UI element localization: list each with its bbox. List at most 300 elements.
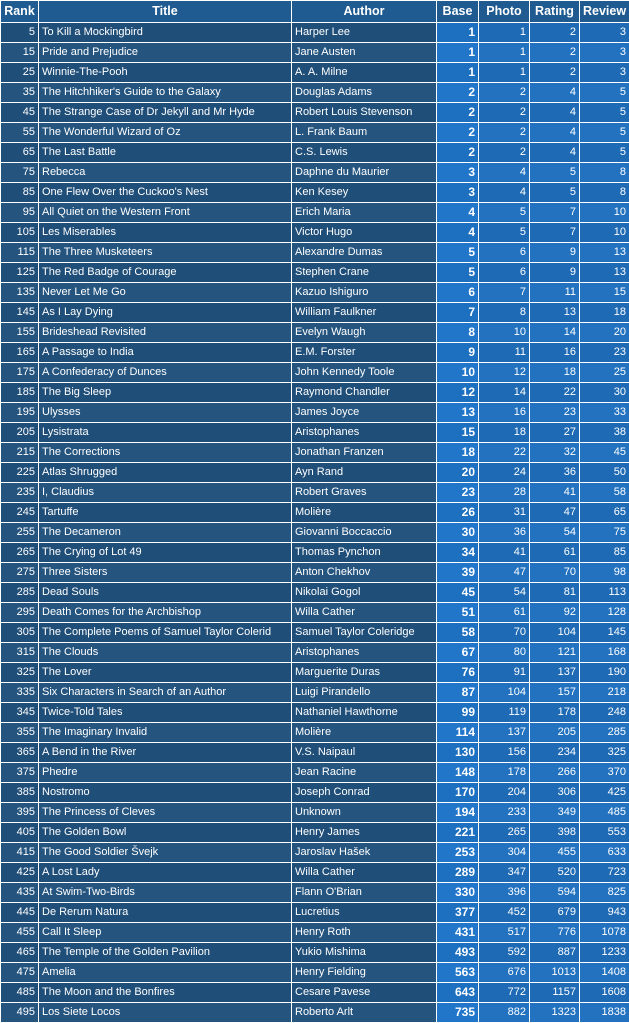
review-cell[interactable]: 10 <box>580 223 629 243</box>
review-cell[interactable]: 190 <box>580 663 629 683</box>
photo-cell[interactable]: 4 <box>479 183 530 203</box>
photo-cell[interactable]: 16 <box>479 403 530 423</box>
title-cell[interactable]: I, Claudius <box>39 483 292 503</box>
rank-cell[interactable]: 235 <box>1 483 39 503</box>
title-cell[interactable]: De Rerum Natura <box>39 903 292 923</box>
rank-cell[interactable]: 425 <box>1 863 39 883</box>
author-cell[interactable]: Molière <box>292 723 437 743</box>
author-cell[interactable]: Lucretius <box>292 903 437 923</box>
author-cell[interactable]: Flann O'Brian <box>292 883 437 903</box>
title-cell[interactable]: The Clouds <box>39 643 292 663</box>
review-cell[interactable]: 633 <box>580 843 629 863</box>
review-cell[interactable]: 15 <box>580 283 629 303</box>
base-cell[interactable]: 26 <box>437 503 479 523</box>
rating-cell[interactable]: 4 <box>530 83 580 103</box>
title-cell[interactable]: The Moon and the Bonfires <box>39 983 292 1003</box>
review-cell[interactable]: 145 <box>580 623 629 643</box>
author-cell[interactable]: Henry Roth <box>292 923 437 943</box>
base-cell[interactable]: 148 <box>437 763 479 783</box>
base-cell[interactable]: 2 <box>437 103 479 123</box>
header-author[interactable]: Author <box>292 1 437 23</box>
title-cell[interactable]: Death Comes for the Archbishop <box>39 603 292 623</box>
review-cell[interactable]: 8 <box>580 163 629 183</box>
rank-cell[interactable]: 165 <box>1 343 39 363</box>
rating-cell[interactable]: 5 <box>530 163 580 183</box>
title-cell[interactable]: Nostromo <box>39 783 292 803</box>
review-cell[interactable]: 553 <box>580 823 629 843</box>
base-cell[interactable]: 2 <box>437 143 479 163</box>
rank-cell[interactable]: 275 <box>1 563 39 583</box>
photo-cell[interactable]: 137 <box>479 723 530 743</box>
photo-cell[interactable]: 347 <box>479 863 530 883</box>
rank-cell[interactable]: 115 <box>1 243 39 263</box>
photo-cell[interactable]: 47 <box>479 563 530 583</box>
title-cell[interactable]: As I Lay Dying <box>39 303 292 323</box>
rating-cell[interactable]: 2 <box>530 23 580 43</box>
title-cell[interactable]: The Three Musketeers <box>39 243 292 263</box>
author-cell[interactable]: Ayn Rand <box>292 463 437 483</box>
base-cell[interactable]: 563 <box>437 963 479 983</box>
author-cell[interactable]: Victor Hugo <box>292 223 437 243</box>
author-cell[interactable]: Anton Chekhov <box>292 563 437 583</box>
author-cell[interactable]: Jaroslav Hašek <box>292 843 437 863</box>
base-cell[interactable]: 735 <box>437 1003 479 1023</box>
review-cell[interactable]: 5 <box>580 143 629 163</box>
header-base[interactable]: Base <box>437 1 479 23</box>
rating-cell[interactable]: 54 <box>530 523 580 543</box>
rating-cell[interactable]: 2 <box>530 43 580 63</box>
rank-cell[interactable]: 245 <box>1 503 39 523</box>
author-cell[interactable]: Harper Lee <box>292 23 437 43</box>
rating-cell[interactable]: 1013 <box>530 963 580 983</box>
rating-cell[interactable]: 7 <box>530 223 580 243</box>
photo-cell[interactable]: 91 <box>479 663 530 683</box>
rank-cell[interactable]: 155 <box>1 323 39 343</box>
rating-cell[interactable]: 455 <box>530 843 580 863</box>
title-cell[interactable]: The Big Sleep <box>39 383 292 403</box>
base-cell[interactable]: 67 <box>437 643 479 663</box>
photo-cell[interactable]: 592 <box>479 943 530 963</box>
author-cell[interactable]: C.S. Lewis <box>292 143 437 163</box>
base-cell[interactable]: 377 <box>437 903 479 923</box>
author-cell[interactable]: Ken Kesey <box>292 183 437 203</box>
base-cell[interactable]: 39 <box>437 563 479 583</box>
author-cell[interactable]: Henry Fielding <box>292 963 437 983</box>
rating-cell[interactable]: 23 <box>530 403 580 423</box>
rank-cell[interactable]: 105 <box>1 223 39 243</box>
rank-cell[interactable]: 265 <box>1 543 39 563</box>
base-cell[interactable]: 114 <box>437 723 479 743</box>
base-cell[interactable]: 170 <box>437 783 479 803</box>
author-cell[interactable]: Henry James <box>292 823 437 843</box>
rank-cell[interactable]: 15 <box>1 43 39 63</box>
review-cell[interactable]: 3 <box>580 63 629 83</box>
author-cell[interactable]: Raymond Chandler <box>292 383 437 403</box>
photo-cell[interactable]: 2 <box>479 143 530 163</box>
author-cell[interactable]: Giovanni Boccaccio <box>292 523 437 543</box>
rank-cell[interactable]: 225 <box>1 463 39 483</box>
rank-cell[interactable]: 445 <box>1 903 39 923</box>
author-cell[interactable]: Robert Louis Stevenson <box>292 103 437 123</box>
review-cell[interactable]: 1078 <box>580 923 629 943</box>
rating-cell[interactable]: 11 <box>530 283 580 303</box>
photo-cell[interactable]: 41 <box>479 543 530 563</box>
rating-cell[interactable]: 1323 <box>530 1003 580 1023</box>
rank-cell[interactable]: 335 <box>1 683 39 703</box>
title-cell[interactable]: Never Let Me Go <box>39 283 292 303</box>
title-cell[interactable]: The Red Badge of Courage <box>39 263 292 283</box>
author-cell[interactable]: Jonathan Franzen <box>292 443 437 463</box>
base-cell[interactable]: 18 <box>437 443 479 463</box>
rating-cell[interactable]: 776 <box>530 923 580 943</box>
rank-cell[interactable]: 435 <box>1 883 39 903</box>
review-cell[interactable]: 3 <box>580 43 629 63</box>
photo-cell[interactable]: 10 <box>479 323 530 343</box>
rank-cell[interactable]: 145 <box>1 303 39 323</box>
review-cell[interactable]: 33 <box>580 403 629 423</box>
title-cell[interactable]: The Good Soldier Švejk <box>39 843 292 863</box>
author-cell[interactable]: V.S. Naipaul <box>292 743 437 763</box>
header-rank[interactable]: Rank <box>1 1 39 23</box>
title-cell[interactable]: The Corrections <box>39 443 292 463</box>
author-cell[interactable]: Unknown <box>292 803 437 823</box>
review-cell[interactable]: 3 <box>580 23 629 43</box>
author-cell[interactable]: Samuel Taylor Coleridge <box>292 623 437 643</box>
title-cell[interactable]: Lysistrata <box>39 423 292 443</box>
rank-cell[interactable]: 465 <box>1 943 39 963</box>
photo-cell[interactable]: 204 <box>479 783 530 803</box>
base-cell[interactable]: 3 <box>437 163 479 183</box>
author-cell[interactable]: Nathaniel Hawthorne <box>292 703 437 723</box>
rank-cell[interactable]: 35 <box>1 83 39 103</box>
author-cell[interactable]: Robert Graves <box>292 483 437 503</box>
rank-cell[interactable]: 45 <box>1 103 39 123</box>
base-cell[interactable]: 9 <box>437 343 479 363</box>
review-cell[interactable]: 113 <box>580 583 629 603</box>
rating-cell[interactable]: 4 <box>530 123 580 143</box>
rank-cell[interactable]: 255 <box>1 523 39 543</box>
author-cell[interactable]: Molière <box>292 503 437 523</box>
review-cell[interactable]: 825 <box>580 883 629 903</box>
author-cell[interactable]: Nikolai Gogol <box>292 583 437 603</box>
author-cell[interactable]: Willa Cather <box>292 863 437 883</box>
photo-cell[interactable]: 104 <box>479 683 530 703</box>
title-cell[interactable]: Twice-Told Tales <box>39 703 292 723</box>
rating-cell[interactable]: 32 <box>530 443 580 463</box>
rating-cell[interactable]: 157 <box>530 683 580 703</box>
rank-cell[interactable]: 125 <box>1 263 39 283</box>
title-cell[interactable]: The Temple of the Golden Pavilion <box>39 943 292 963</box>
base-cell[interactable]: 45 <box>437 583 479 603</box>
author-cell[interactable]: Erich Maria <box>292 203 437 223</box>
base-cell[interactable]: 76 <box>437 663 479 683</box>
rank-cell[interactable]: 475 <box>1 963 39 983</box>
rank-cell[interactable]: 395 <box>1 803 39 823</box>
review-cell[interactable]: 325 <box>580 743 629 763</box>
rating-cell[interactable]: 22 <box>530 383 580 403</box>
author-cell[interactable]: James Joyce <box>292 403 437 423</box>
review-cell[interactable]: 85 <box>580 543 629 563</box>
photo-cell[interactable]: 676 <box>479 963 530 983</box>
rank-cell[interactable]: 65 <box>1 143 39 163</box>
author-cell[interactable]: Luigi Pirandello <box>292 683 437 703</box>
review-cell[interactable]: 248 <box>580 703 629 723</box>
rating-cell[interactable]: 4 <box>530 103 580 123</box>
header-title[interactable]: Title <box>39 1 292 23</box>
rank-cell[interactable]: 175 <box>1 363 39 383</box>
base-cell[interactable]: 10 <box>437 363 479 383</box>
rating-cell[interactable]: 36 <box>530 463 580 483</box>
photo-cell[interactable]: 61 <box>479 603 530 623</box>
rank-cell[interactable]: 25 <box>1 63 39 83</box>
base-cell[interactable]: 330 <box>437 883 479 903</box>
rank-cell[interactable]: 365 <box>1 743 39 763</box>
title-cell[interactable]: The Decameron <box>39 523 292 543</box>
base-cell[interactable]: 20 <box>437 463 479 483</box>
review-cell[interactable]: 18 <box>580 303 629 323</box>
author-cell[interactable]: Cesare Pavese <box>292 983 437 1003</box>
rating-cell[interactable]: 27 <box>530 423 580 443</box>
base-cell[interactable]: 7 <box>437 303 479 323</box>
title-cell[interactable]: All Quiet on the Western Front <box>39 203 292 223</box>
base-cell[interactable]: 51 <box>437 603 479 623</box>
review-cell[interactable]: 50 <box>580 463 629 483</box>
photo-cell[interactable]: 24 <box>479 463 530 483</box>
photo-cell[interactable]: 54 <box>479 583 530 603</box>
base-cell[interactable]: 12 <box>437 383 479 403</box>
author-cell[interactable]: Stephen Crane <box>292 263 437 283</box>
author-cell[interactable]: Yukio Mishima <box>292 943 437 963</box>
rating-cell[interactable]: 47 <box>530 503 580 523</box>
title-cell[interactable]: Dead Souls <box>39 583 292 603</box>
review-cell[interactable]: 20 <box>580 323 629 343</box>
author-cell[interactable]: Marguerite Duras <box>292 663 437 683</box>
review-cell[interactable]: 1233 <box>580 943 629 963</box>
rating-cell[interactable]: 16 <box>530 343 580 363</box>
photo-cell[interactable]: 5 <box>479 203 530 223</box>
title-cell[interactable]: A Confederacy of Dunces <box>39 363 292 383</box>
photo-cell[interactable]: 80 <box>479 643 530 663</box>
base-cell[interactable]: 4 <box>437 203 479 223</box>
title-cell[interactable]: A Bend in the River <box>39 743 292 763</box>
title-cell[interactable]: The Lover <box>39 663 292 683</box>
rating-cell[interactable]: 887 <box>530 943 580 963</box>
rating-cell[interactable]: 137 <box>530 663 580 683</box>
base-cell[interactable]: 5 <box>437 243 479 263</box>
review-cell[interactable]: 38 <box>580 423 629 443</box>
base-cell[interactable]: 58 <box>437 623 479 643</box>
review-cell[interactable]: 8 <box>580 183 629 203</box>
rating-cell[interactable]: 104 <box>530 623 580 643</box>
review-cell[interactable]: 485 <box>580 803 629 823</box>
title-cell[interactable]: Atlas Shrugged <box>39 463 292 483</box>
title-cell[interactable]: The Crying of Lot 49 <box>39 543 292 563</box>
rating-cell[interactable]: 41 <box>530 483 580 503</box>
photo-cell[interactable]: 12 <box>479 363 530 383</box>
rating-cell[interactable]: 306 <box>530 783 580 803</box>
review-cell[interactable]: 30 <box>580 383 629 403</box>
rating-cell[interactable]: 349 <box>530 803 580 823</box>
photo-cell[interactable]: 2 <box>479 123 530 143</box>
base-cell[interactable]: 253 <box>437 843 479 863</box>
base-cell[interactable]: 493 <box>437 943 479 963</box>
review-cell[interactable]: 425 <box>580 783 629 803</box>
review-cell[interactable]: 5 <box>580 103 629 123</box>
title-cell[interactable]: The Wonderful Wizard of Oz <box>39 123 292 143</box>
title-cell[interactable]: The Hitchhiker's Guide to the Galaxy <box>39 83 292 103</box>
photo-cell[interactable]: 452 <box>479 903 530 923</box>
photo-cell[interactable]: 6 <box>479 263 530 283</box>
rank-cell[interactable]: 375 <box>1 763 39 783</box>
photo-cell[interactable]: 18 <box>479 423 530 443</box>
photo-cell[interactable]: 8 <box>479 303 530 323</box>
rank-cell[interactable]: 305 <box>1 623 39 643</box>
photo-cell[interactable]: 11 <box>479 343 530 363</box>
rank-cell[interactable]: 95 <box>1 203 39 223</box>
base-cell[interactable]: 6 <box>437 283 479 303</box>
base-cell[interactable]: 1 <box>437 63 479 83</box>
author-cell[interactable]: Jane Austen <box>292 43 437 63</box>
base-cell[interactable]: 99 <box>437 703 479 723</box>
photo-cell[interactable]: 265 <box>479 823 530 843</box>
title-cell[interactable]: Phedre <box>39 763 292 783</box>
rating-cell[interactable]: 70 <box>530 563 580 583</box>
review-cell[interactable]: 943 <box>580 903 629 923</box>
review-cell[interactable]: 168 <box>580 643 629 663</box>
rating-cell[interactable]: 5 <box>530 183 580 203</box>
author-cell[interactable]: Roberto Arlt <box>292 1003 437 1023</box>
author-cell[interactable]: L. Frank Baum <box>292 123 437 143</box>
rating-cell[interactable]: 9 <box>530 243 580 263</box>
base-cell[interactable]: 194 <box>437 803 479 823</box>
author-cell[interactable]: Willa Cather <box>292 603 437 623</box>
rank-cell[interactable]: 355 <box>1 723 39 743</box>
rating-cell[interactable]: 13 <box>530 303 580 323</box>
rank-cell[interactable]: 205 <box>1 423 39 443</box>
photo-cell[interactable]: 178 <box>479 763 530 783</box>
title-cell[interactable]: The Imaginary Invalid <box>39 723 292 743</box>
header-photo[interactable]: Photo <box>479 1 530 23</box>
base-cell[interactable]: 431 <box>437 923 479 943</box>
rank-cell[interactable]: 295 <box>1 603 39 623</box>
author-cell[interactable]: Evelyn Waugh <box>292 323 437 343</box>
rating-cell[interactable]: 679 <box>530 903 580 923</box>
review-cell[interactable]: 285 <box>580 723 629 743</box>
photo-cell[interactable]: 233 <box>479 803 530 823</box>
author-cell[interactable]: Douglas Adams <box>292 83 437 103</box>
rating-cell[interactable]: 205 <box>530 723 580 743</box>
review-cell[interactable]: 218 <box>580 683 629 703</box>
base-cell[interactable]: 130 <box>437 743 479 763</box>
rank-cell[interactable]: 405 <box>1 823 39 843</box>
review-cell[interactable]: 75 <box>580 523 629 543</box>
header-review[interactable]: Review <box>580 1 629 23</box>
header-rating[interactable]: Rating <box>530 1 580 23</box>
title-cell[interactable]: At Swim-Two-Birds <box>39 883 292 903</box>
title-cell[interactable]: Rebecca <box>39 163 292 183</box>
review-cell[interactable]: 1838 <box>580 1003 629 1023</box>
title-cell[interactable]: Pride and Prejudice <box>39 43 292 63</box>
base-cell[interactable]: 5 <box>437 263 479 283</box>
title-cell[interactable]: One Flew Over the Cuckoo's Nest <box>39 183 292 203</box>
author-cell[interactable]: John Kennedy Toole <box>292 363 437 383</box>
photo-cell[interactable]: 14 <box>479 383 530 403</box>
rank-cell[interactable]: 195 <box>1 403 39 423</box>
review-cell[interactable]: 1408 <box>580 963 629 983</box>
author-cell[interactable]: Jean Racine <box>292 763 437 783</box>
base-cell[interactable]: 3 <box>437 183 479 203</box>
review-cell[interactable]: 13 <box>580 243 629 263</box>
title-cell[interactable]: Los Siete Locos <box>39 1003 292 1023</box>
rating-cell[interactable]: 7 <box>530 203 580 223</box>
author-cell[interactable]: Aristophanes <box>292 643 437 663</box>
rating-cell[interactable]: 1157 <box>530 983 580 1003</box>
photo-cell[interactable]: 119 <box>479 703 530 723</box>
rank-cell[interactable]: 325 <box>1 663 39 683</box>
photo-cell[interactable]: 1 <box>479 63 530 83</box>
rating-cell[interactable]: 92 <box>530 603 580 623</box>
base-cell[interactable]: 8 <box>437 323 479 343</box>
rank-cell[interactable]: 485 <box>1 983 39 1003</box>
photo-cell[interactable]: 1 <box>479 23 530 43</box>
photo-cell[interactable]: 517 <box>479 923 530 943</box>
rank-cell[interactable]: 55 <box>1 123 39 143</box>
rank-cell[interactable]: 315 <box>1 643 39 663</box>
photo-cell[interactable]: 31 <box>479 503 530 523</box>
base-cell[interactable]: 2 <box>437 123 479 143</box>
rank-cell[interactable]: 85 <box>1 183 39 203</box>
photo-cell[interactable]: 156 <box>479 743 530 763</box>
rating-cell[interactable]: 61 <box>530 543 580 563</box>
title-cell[interactable]: Les Miserables <box>39 223 292 243</box>
base-cell[interactable]: 289 <box>437 863 479 883</box>
base-cell[interactable]: 2 <box>437 83 479 103</box>
rating-cell[interactable]: 398 <box>530 823 580 843</box>
title-cell[interactable]: The Golden Bowl <box>39 823 292 843</box>
photo-cell[interactable]: 772 <box>479 983 530 1003</box>
photo-cell[interactable]: 36 <box>479 523 530 543</box>
rating-cell[interactable]: 9 <box>530 263 580 283</box>
photo-cell[interactable]: 22 <box>479 443 530 463</box>
review-cell[interactable]: 5 <box>580 123 629 143</box>
title-cell[interactable]: A Lost Lady <box>39 863 292 883</box>
base-cell[interactable]: 1 <box>437 43 479 63</box>
rank-cell[interactable]: 415 <box>1 843 39 863</box>
review-cell[interactable]: 370 <box>580 763 629 783</box>
title-cell[interactable]: Tartuffe <box>39 503 292 523</box>
photo-cell[interactable]: 5 <box>479 223 530 243</box>
rating-cell[interactable]: 121 <box>530 643 580 663</box>
author-cell[interactable]: Kazuo Ishiguro <box>292 283 437 303</box>
rating-cell[interactable]: 14 <box>530 323 580 343</box>
review-cell[interactable]: 65 <box>580 503 629 523</box>
base-cell[interactable]: 1 <box>437 23 479 43</box>
rank-cell[interactable]: 345 <box>1 703 39 723</box>
title-cell[interactable]: Brideshead Revisited <box>39 323 292 343</box>
title-cell[interactable]: Amelia <box>39 963 292 983</box>
photo-cell[interactable]: 882 <box>479 1003 530 1023</box>
photo-cell[interactable]: 4 <box>479 163 530 183</box>
rank-cell[interactable]: 455 <box>1 923 39 943</box>
base-cell[interactable]: 4 <box>437 223 479 243</box>
review-cell[interactable]: 58 <box>580 483 629 503</box>
base-cell[interactable]: 23 <box>437 483 479 503</box>
title-cell[interactable]: Winnie-The-Pooh <box>39 63 292 83</box>
rating-cell[interactable]: 520 <box>530 863 580 883</box>
rating-cell[interactable]: 266 <box>530 763 580 783</box>
base-cell[interactable]: 221 <box>437 823 479 843</box>
title-cell[interactable]: Six Characters in Search of an Author <box>39 683 292 703</box>
